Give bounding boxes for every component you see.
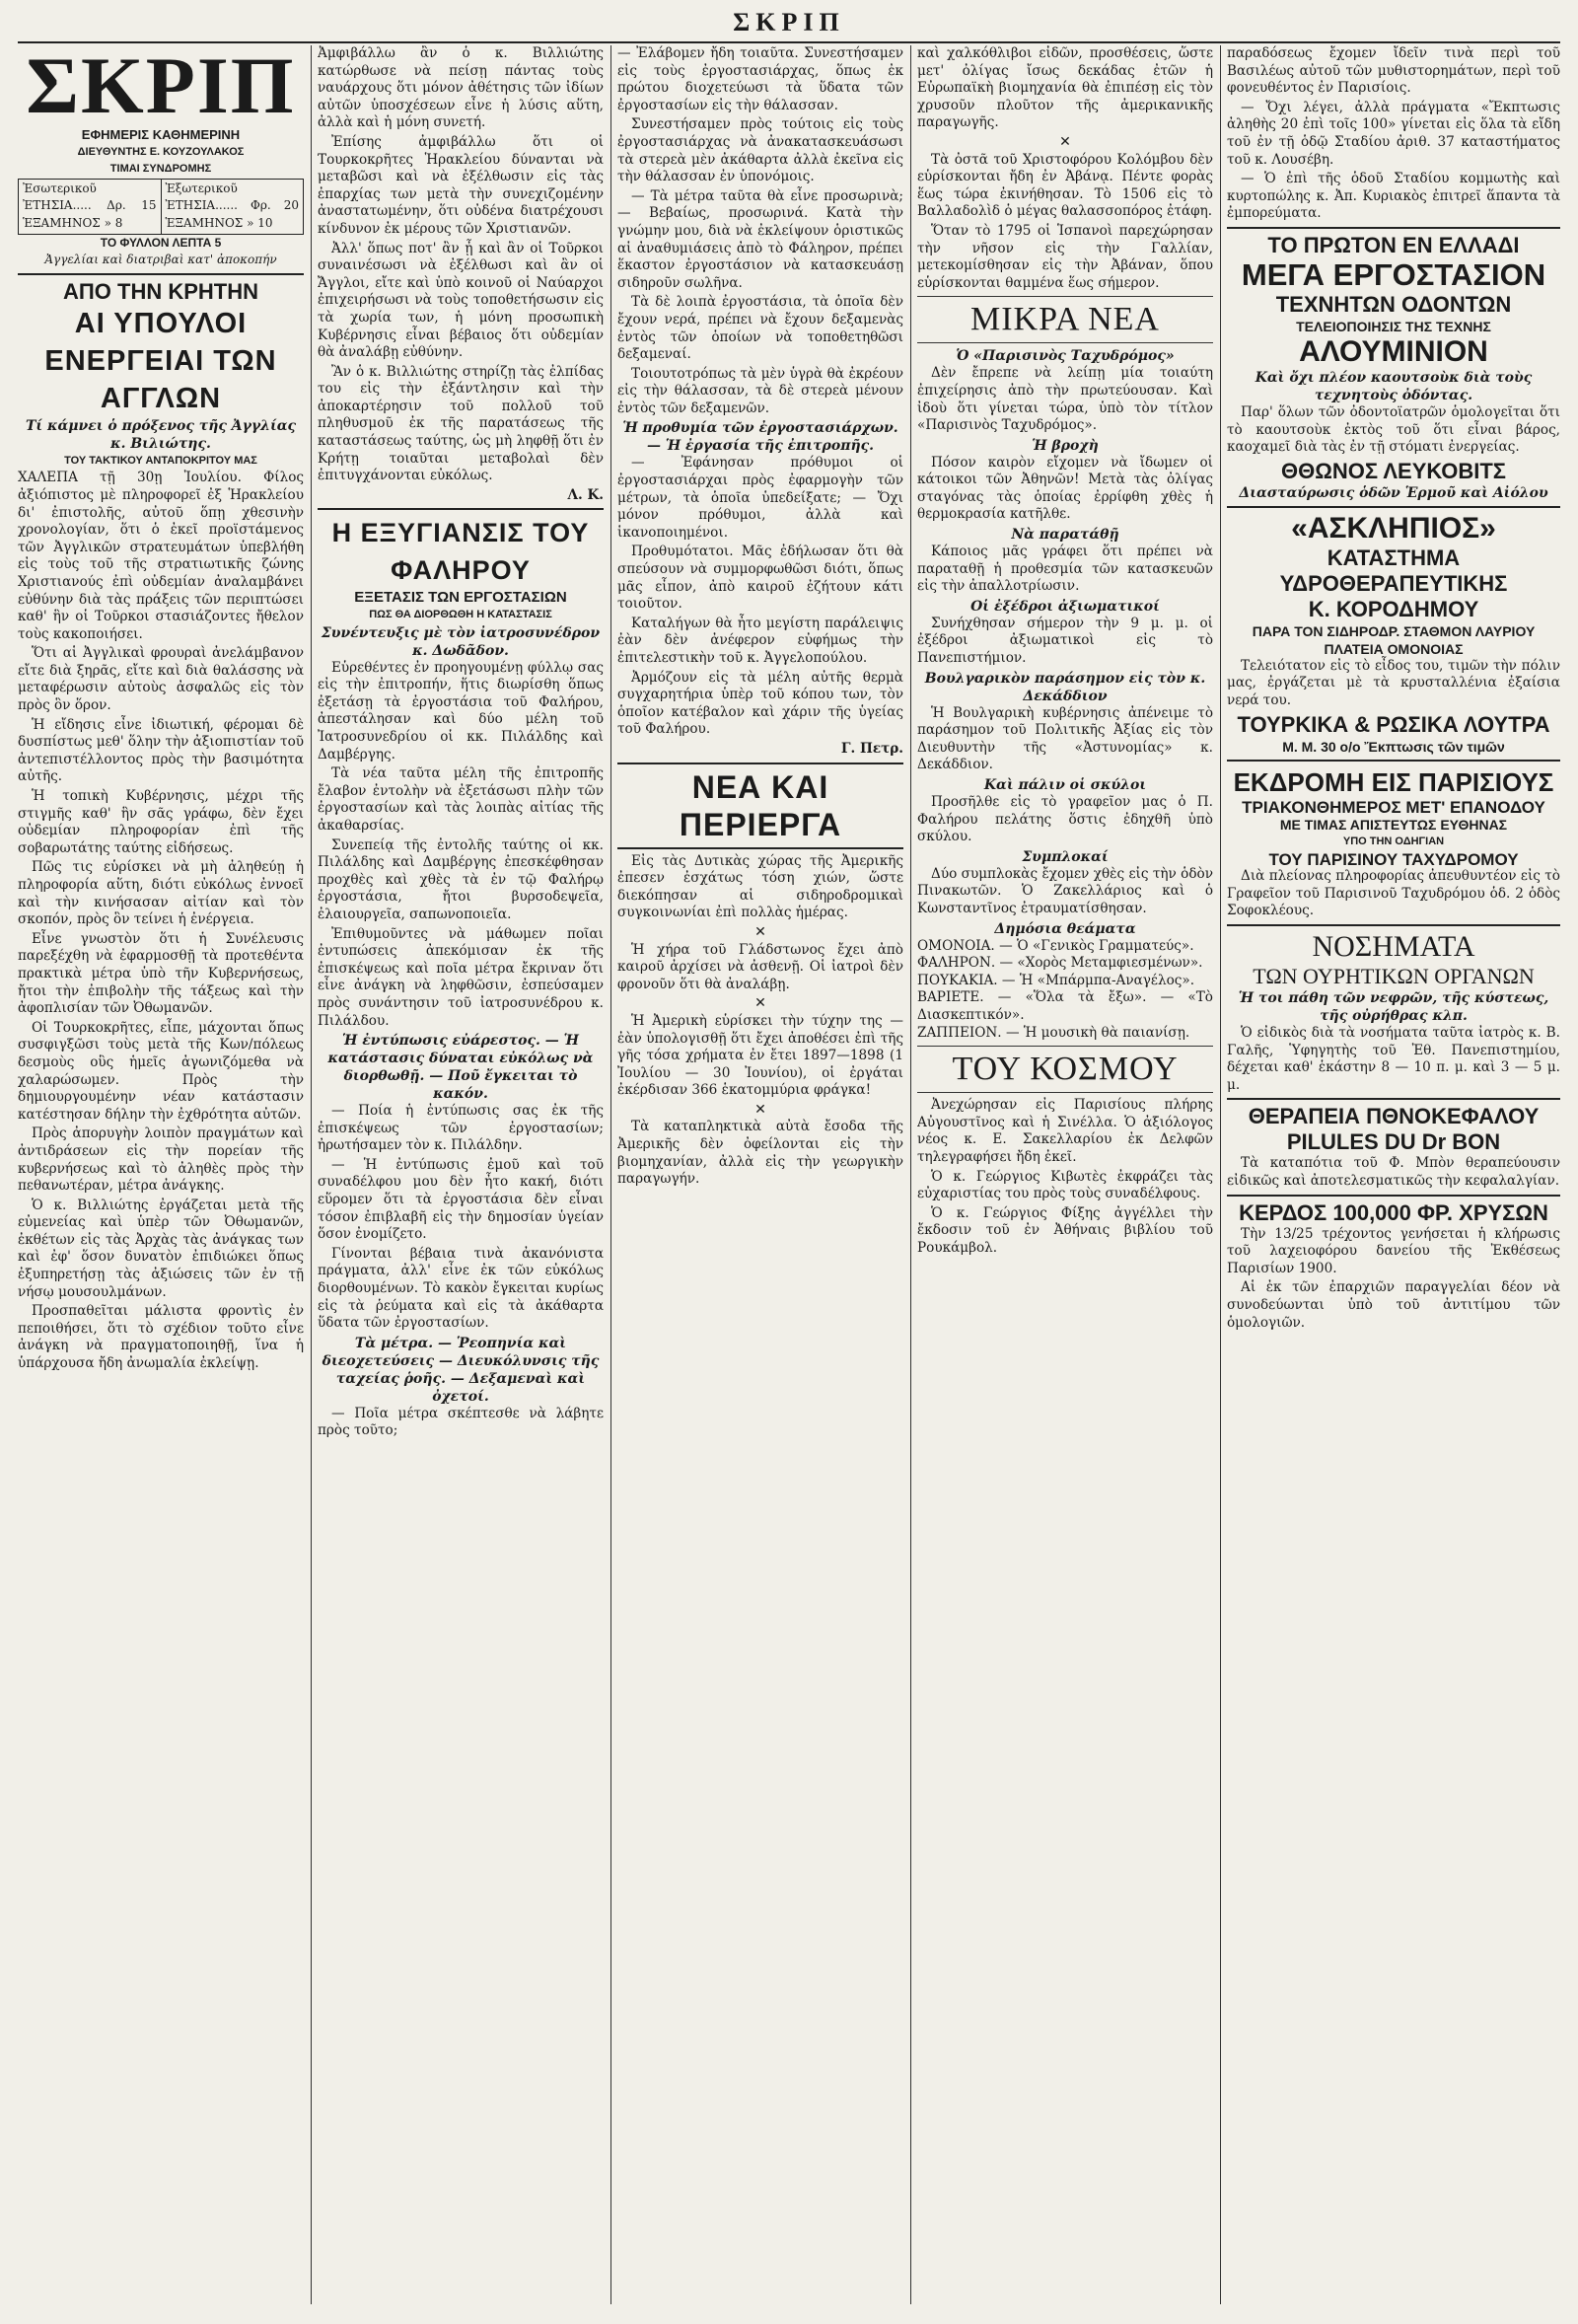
article-paragraph: Συνήχθησαν σήμερον τὴν 9 μ. μ. οἱ ἐξέδροι ἀξιωματικοὶ εἰς τὸ Πανεπιστήμιον. [917, 615, 1213, 667]
article-paragraph: Προσῆλθε εἰς τὸ γραφεῖον μας ὁ Π. Φαλήρου πελάτης ὅστις ἐδηχθῆ ὑπὸ σκύλου. [917, 794, 1213, 845]
ad-address: ΠΛΑΤΕΙΑ ΟΜΟΝΟΙΑΣ [1324, 640, 1464, 657]
news-item-title: Συμπλοκαί [1022, 848, 1109, 865]
article-paragraph: Τὰ καταπληκτικὰ αὐτὰ ἔσοδα τῆς Ἀμερικῆς δὲν ὀφείλονται εἰς τὴν βιομηχανίαν, ἀλλὰ εἰς τὴν γεωργικὴν παραγωγήν. [617, 1119, 903, 1188]
crete-paragraph: Πρὸς ἀπορυγὴν λοιπὸν πραγμάτων καὶ ἀντιδράσεων εἰς τὴν πορείαν τῆς κυβερνήσεως καὶ τὸ ἀληθὲς πρὸς τὴν πεθανωτέραν, μέτρα ἀνάγκης. [18, 1126, 304, 1195]
ad-text: Παρ' ὅλων τῶν ὀδοντοϊατρῶν ὁμολογεῖται ὅτι τὸ καουτσοὺκ ἐκτὸς τοῦ ὅτι εἶναι βάρος, καοχαμεῖ διὰ τὰς ἐν τῇ στόματι ἐνεργείας. [1227, 403, 1560, 456]
news-headline: ΝΕΑ ΚΑΙ ΠΕΡΙΕΡΓΑ [679, 768, 842, 842]
column-3 [617, 45, 903, 2304]
news-item-title: Βουλγαρικὸν παράσημον εἰς τὸν κ. Δεκάδδιον [924, 670, 1206, 704]
article-paragraph: Ὅταν τὸ 1795 οἱ Ἱσπανοὶ παρεχώρησαν τὴν νῆσον εἰς τὴν Γαλλίαν, μετεκομίσθησαν εἰς τὴν Ἀβάναν, ὅπου εὑρίσκονται θαμμένα ἕως σήμερον. [917, 222, 1213, 291]
lottery-ad [1227, 1200, 1560, 1333]
subscription-outer: Ἐξωτερικοῦ ἘΤΗΣΙΑ...... Φρ. 20 ἙΞΑΜΗΝΟΣ » 10 [161, 180, 304, 234]
ad-advertiser: ΘΘΩΝΟΣ ΛΕΥΚΟΒΙΤΣ [1280, 458, 1506, 483]
news-item-title: Ὁ «Παρισινὸς Ταχυδρόμος» [956, 348, 1175, 365]
subscriptions-title: ΤΙΜΑΙ ΣΥΝΔΡΟΜΗΣ [109, 163, 212, 176]
theatre-item: ΦΑΛΗΡΟΝ. — «Χορὸς Μεταμφιεσμένων». [917, 955, 1203, 972]
article-paragraph: Ἀλλ' ὅπως ποτ' ἂν ᾖ καὶ ἂν οἱ Τοῦρκοι συναινέσωσι νὰ ἐξέλθωσι καὶ ἂν οἱ Ἄγγλοι, εἴτε καὶ ὑπὸ κοινοῦ οἱ Ναύαρχοι ἐπιχειρήσωσι νὰ τοὺς τοποθετήσωσιν εἰς τὰ χωρία των, ἡ μόνη προσωπικὴ Κυβέρνησις εἶναι βέβαιος ὅτι οὐδεμίαν θὰ ἀναλάβῃ εὐθύνην. [318, 240, 604, 361]
crete-paragraph: Ὁ κ. Βιλλιώτης ἐργάζεται μετὰ τῆς εὐμενείας καὶ ὑπὲρ τῶν Ὀθωμανῶν, ἐκθέτων εἰς τὰς Ἀρχὰς τὰς ἀνάγκας των καὶ ἐφ' ὅσον δυνατὸν ἐπιδιώκει ὅπως ἐξυπηρετήσῃ τὰς ἀξιώσεις τῶν ἐν τῇ νήσῳ μουσουλμάνων. [18, 1197, 304, 1300]
article-paragraph: Τὰ ὀστᾶ τοῦ Χριστοφόρου Κολόμβου δὲν εὑρίσκονται ἤδη ἐν Ἀβάνᾳ. Πέντε φορὰς ἕως τώρα ἐκινήθησαν. Τὸ 1506 εἰς τὸ Βαλλαδολὶδ ὁ μέγας θαλασσοπόρος ἐτάφη. [917, 151, 1213, 220]
faliro-deck: Ἡ ἐντύπωσις εὐάρεστος. — Ἡ κατάστασις δύναται εὐκόλως νὰ διορθωθῇ. — Ποῦ ἔγκειται τὸ κακόν. [327, 1033, 594, 1103]
divider [1227, 760, 1560, 762]
paris-trip-ad [1227, 765, 1560, 921]
masthead-title: ΣΚΡΙΠ [26, 45, 296, 130]
article-paragraph: Ἀνεχώρησαν εἰς Παρισίους πλήρης Αὐγουστῖνος καὶ ἡ Σινέλλα. Ὁ ἀξιόλογος νέος κ. Ε. Σακελλαρίου ἐκ Δελφῶν τηλεγραφήσει ἤδη ἐκεῖ. [917, 1097, 1213, 1165]
ad-text: Τὰ καταπότια τοῦ Φ. Μπὸν θεραπεύουσιν εἰδικῶς καὶ ἀποτελεσματικῶς τὴν κεφαλαλγίαν. [1227, 1155, 1560, 1190]
ad-text: Τελειότατον εἰς τὸ εἶδος του, τιμῶν τὴν πόλιν μας, ἐργάζεται μὲ τὰ κρυσταλλένια ἐξαίσια νερά του. [1227, 657, 1560, 708]
ad-title: «ΑΣΚΛΗΠΙΟΣ» [1291, 511, 1496, 545]
article-paragraph: Δὲν ἔπρεπε νὰ λείπῃ μία τοιαύτη ἐπιχείρησις ἀπὸ τὴν πρωτεύουσαν. Καὶ ἰδοὺ ὅτι γίνεται τώρα, ὑπὸ τὸν τίτλον «Παρισινὸς Ταχυδρόμος». [917, 365, 1213, 434]
ad-address: Διασταύρωσις ὁδῶν Ἑρμοῦ καὶ Αἰόλου [1239, 484, 1548, 501]
article-paragraph: Ἐπίσης ἀμφιβάλλω ὅτι οἱ Τουρκοκρῆτες Ἡρακλείου δύνανται νὰ μεταβῶσι καὶ νὰ ἐξέλθωσιν εἰς τὰς ἐπαρχίας των μετὰ τὴν συνεχιζομένην ἀναστατωμένην, ὅτι οὐδένα διατρέχουσι κίνδυνον ἐκ μέρους τῶν Χριστιανῶν. [318, 133, 604, 237]
ad-kicker: ΤΟ ΠΡΩΤΟΝ ΕΝ ΕΛΛΑΔΙ [1267, 232, 1520, 257]
article-paragraph: Ἐπιθυμοῦντες νὰ μάθωμεν ποῖαι ἐντυπώσεις ἀπεκόμισαν ἐκ τῆς ἐπισκέψεως καὶ ποῖα μέτρα ἔκριναν ὅτι εἶνε ἀνάγκη νὰ ληφθῶσιν, ἐσπεύσαμεν πρὸς συνάντησιν τοῦ ἰατροσυνέδρου κ. Πιλάλδου. [318, 925, 604, 1029]
article-paragraph: — Ἐλάβομεν ἤδη τοιαῦτα. Συνεστήσαμεν εἰς τοὺς ἐργοστασιάρχας, ὅπως ἐκ πρώτου διοχετεύωσι τὰ ὕδατα τῶν ἐργοστασίων εἰς τὴν θάλασσαν. [617, 45, 903, 113]
column-5 [1227, 45, 1560, 2304]
divider [917, 1092, 1213, 1093]
ad-title: ΚΕΡΔΟΣ 100,000 ΦΡ. ΧΡΥΣΩΝ [1239, 1199, 1548, 1225]
news-item-title: Νὰ παρατάθῇ [1011, 527, 1119, 544]
column-rule [311, 45, 312, 2304]
separator-cross: ✕ [754, 995, 766, 1012]
subscriptions-box [18, 179, 304, 235]
divider [1227, 506, 1560, 508]
subscription-inner: Ἐσωτερικοῦ ἘΤΗΣΙΑ..... Δρ. 15 ἙΞΑΜΗΝΟΣ » 8 [23, 181, 157, 230]
news-item-title: Καὶ πάλιν οἱ σκύλοι [983, 777, 1147, 793]
faliro-kicker: ΠΩΣ ΘΑ ΔΙΟΡΘΩΘΗ Η ΚΑΤΑΣΤΑΣΙΣ [369, 609, 552, 621]
crete-headline: ΑΙ ΥΠΟΥΛΟΙ ΕΝΕΡΓΕΙΑΙ ΤΩΝ ΑΓΓΛΩΝ [44, 307, 277, 414]
article-paragraph: Ἡ χήρα τοῦ Γλάδστωνος ἔχει ἀπὸ καιροῦ ἀρχίσει νὰ ἀσθενῇ. Οἱ ἰατροὶ δὲν φρονοῦν ὅτι θὰ ἀναλάβῃ. [617, 941, 903, 992]
theatre-item: ΖΑΠΠΕΙΟΝ. — Ἡ μουσικὴ θὰ παιανίσῃ. [917, 1024, 1190, 1041]
crete-paragraph: ΧΑΛΕΠΑ τῇ 30ῃ Ἰουλίου. Φίλος ἀξιόπιστος μὲ πληροφορεῖ ἐξ Ἡρακλείου δι' ἐπιστολῆς, αὐτοῦ ὅπῃ χθεσινὴν χρονολογίαν, ὅτι ὁ ἐκεῖ προϊστάμενος τῶν Ἀγγλικῶν στρατευμάτων ὑπεβλήθη εἰς τοὺς τοῦ τῆς στρατιωτικῆς ζώνης Χριστιανούς ἐπὶ οὐδεμίαν ἀναλαμβάνει εὐθύνην διὰ τὰς πράξεις τῶν περιπτώσει καθ' ἣν οἱ Τοῦρκοι στασιάζοντες ἤθελον τοὺς κακοποιήσει. [18, 470, 304, 642]
ad-headline: ΕΚΔΡΟΜΗ ΕΙΣ ΠΑΡΙΣΙΟΥΣ [1233, 766, 1554, 797]
ad-text: Ὁ εἰδικὸς διὰ τὰ νοσήματα ταῦτα ἰατρὸς κ. Β. Γαλῆς, Ὑφηγητὴς τοῦ Ἐθ. Πανεπιστημίου, δέχεται καθ' ἑκάστην 8 — 10 π. μ. καὶ 3 — 5 μ. μ. [1227, 1025, 1560, 1093]
divider [1227, 924, 1560, 926]
column-4 [917, 45, 1213, 2304]
crete-paragraph: Ὅτι αἱ Ἀγγλικαὶ φρουραὶ ἀνελάμβανον εἴτε διὰ ξηρᾶς, εἴτε καὶ διὰ θαλάσσης νὰ μεταφέρωσιν αὐτοὺς ἀσφαλῶς εἰς τὸν πρὸς ὃν ὅρον. [18, 645, 304, 714]
article-paragraph: Τὰ νέα ταῦτα μέλη τῆς ἐπιτροπῆς ἔλαβον ἐντολὴν νὰ ἐξετάσωσι πλὴν τῶν ἐργοστασίων καὶ τὰς λοιπὰς αἰτίας τῆς ἀκαθαρσίας. [318, 765, 604, 834]
article-paragraph: Ἀμφιβάλλω ἂν ὁ κ. Βιλλιώτης κατώρθωσε νὰ πείσῃ πάντας τοὺς ναυάρχους ὅτι μόνον ἀθέτησις τῶν ἰδίων αὐτῶν ὑποσχέσεων εἶνε ἡ λύσις αὕτη, ἀλλὰ καὶ ἡ μόνη συνετή. [318, 45, 604, 131]
column-2 [318, 45, 604, 2304]
masthead-subtitle: ΕΦΗΜΕΡΙΣ ΚΑΘΗΜΕΡΙΝΗ [81, 127, 241, 142]
article-paragraph: Κάποιος μᾶς γράφει ὅτι πρέπει νὰ παραταθῇ ἡ προθεσμία τῶν κατασκευῶν εἰς τὴν ἀπαλλοτρίωσιν. [917, 544, 1213, 595]
ad-subheadline: ΤΡΙΑΚΟΝΘΗΜΕΡΟΣ ΜΕΤ' ΕΠΑΝΟΔΟΥ [1242, 797, 1545, 817]
crete-kicker: ΑΠΟ ΤΗΝ ΚΡΗΤΗΝ [63, 278, 258, 304]
section-deck: Ἡ προθυμία τῶν ἐργοστασιάρχων. — Ἡ ἐργασία τῆς ἐπιτροπῆς. [622, 420, 898, 455]
article-paragraph: Συνεπείᾳ τῆς ἐντολῆς ταύτης οἱ κκ. Πιλάλδης καὶ Δαμβέργης ἐπεσκέφθησαν προχθὲς καὶ χθὲς τὰ ἐν τῷ Φαλήρῳ ἐργοστάσια, ἤτοι βυρσοδεψεῖα, ἐλαιουργεῖα, σαπωνοποιεῖα. [318, 836, 604, 922]
dental-ad [1227, 233, 1560, 502]
ad-text: Τὴν 13/25 τρέχοντος γενήσεται ἡ κλήρωσις τοῦ λαχειοφόρου δανείου τῆς Ἐκθέσεως Παρισίων 1900. [1227, 1225, 1560, 1276]
article-paragraph: — Ὁ ἐπὶ τῆς ὁδοῦ Σταδίου κομμωτὴς καὶ κυρτοπώλης κ. Ἀπ. Κυριακὸς ἐπιτρεῖ ἅπαντα τὰ ἐμπορεύματα. [1227, 171, 1560, 222]
crete-deck: Τί κάμνει ὁ πρόξενος τῆς Ἀγγλίας κ. Βιλιώτης. [25, 417, 297, 452]
ad-tagline: Καὶ ὄχι πλέον καουτσοὺκ διὰ τοὺς τεχνητοὺς ὀδόντας. [1255, 369, 1533, 403]
ad-subtitle: PILULES DU Dr BON [1286, 1129, 1501, 1155]
article-paragraph: Ἂν ὁ κ. Βιλλιώτης στηρίζῃ τὰς ἐλπίδας του εἰς τὴν ἐξάντλησιν καὶ τὴν ἀποκαρτέρησιν τοῦ πολλοῦ τοῦ πληθυσμοῦ ἐκ τῆς παρατάσεως τῆς καταστάσεως ταύτης, ὡς μὴ ληφθῇ ὅτι ἐν Κρήτῃ τοιαῦται μεταβολαὶ δὲν ἐπιτυγχάνονται εὐκόλως. [318, 363, 604, 484]
asklipios-ad [1227, 512, 1560, 756]
crete-paragraph: Ἡ εἴδησις εἶνε ἰδιωτική, φέρομαι δὲ δυσπίστως μεθ' ὅλην τὴν ἀξιοπιστίαν τοῦ ἀντεπιστέλλοντος πρὸς τὴν βασιμότητα αὐτῆς. [18, 716, 304, 785]
signature: Γ. Πετρ. [840, 740, 903, 757]
article-paragraph: Πόσον καιρὸν εἴχομεν νὰ ἴδωμεν οἱ κάτοικοι τῶν Ἀθηνῶν! Μετὰ τὰς ὀλίγας σταγόνας τὰς ὁποίας ἐρρίφθη χθὲς ἡ θερμοκρασία κατῆλθε. [917, 454, 1213, 523]
crete-paragraph: Ἡ τοπικὴ Κυβέρνησις, μέχρι τῆς στιγμῆς καθ' ἣν σᾶς γράφω, δὲν ἔχει οὐδεμίαν πληροφορίαν ἐπὶ τῆς σοβαρωτάτης ταύτης εἰδήσεως. [18, 788, 304, 856]
ad-subtitle: ΤΕΛΕΙΟΠΟΙΗΣΙΣ ΤΗΣ ΤΕΧΝΗΣ [1296, 318, 1491, 334]
running-head: ΣΚΡΙΠ [733, 8, 845, 36]
ad-subtitle: ΤΩΝ ΟΥΡΗΤΙΚΩΝ ΟΡΓΑΝΩΝ [1253, 964, 1535, 989]
divider [617, 847, 903, 849]
ad-product: ΑΛΟΥΜΙΝΙΟΝ [1299, 334, 1488, 368]
article-paragraph: Ὁ κ. Γεώργιος Φίξης ἀγγέλλει τὴν ἔκδοσιν τοῦ ἐν Ἀθήναις βιβλίου τοῦ Ρουκάμβολ. [917, 1204, 1213, 1256]
news-item-title: Δημόσια θεάματα [994, 920, 1136, 937]
divider [1227, 1195, 1560, 1197]
ad-subtitle: ΜΕ ΤΙΜΑΣ ΑΠΙΣΤΕΥΤΩΣ ΕΥΘΗΝΑΣ [1279, 817, 1508, 834]
article-paragraph: Τοιουτοτρόπως τὰ μὲν ὑγρὰ θὰ ἐκρέουν εἰς τὴν θάλασσαν, τὰ δὲ στερεὰ μένουν ἐντὸς τῶν δεξαμενῶν. [617, 365, 903, 416]
faliro-deck: Τὰ μέτρα. — Ῥεοπηνία καὶ διεοχετεύσεις — Διευκόλυνσις τῆς ταχείας ῥοῆς. — Δεξαμεναὶ καὶ ὀχετοί. [322, 1335, 600, 1405]
ad-baths: ΤΟΥΡΚΙΚΑ & ΡΩΣΙΚΑ ΛΟΥΤΡΑ [1237, 711, 1550, 737]
article-paragraph: — Ἐφάνησαν πρόθυμοι οἱ ἐργοστασιάρχαι πρὸς ἐφαρμογὴν τῶν μέτρων, τὰ ὁποῖα ὑπεδείξατε; — Ὄχι μόνον πρόθυμοι, ἀλλὰ καὶ ἱκανοποιημένοι. [617, 455, 903, 541]
article-paragraph: Προθυμότατοι. Μᾶς ἐδήλωσαν ὅτι θὰ σπεύσουν νὰ συμμορφωθῶσι διότι, ὅπως μᾶς εἶπον, ἀπὸ καιροῦ ἐζήτουν κάτι τοιοῦτον. [617, 544, 903, 613]
divider [917, 296, 1213, 297]
ads-note: Ἀγγελίαι καὶ διατριβαὶ κατ' ἀποκοπήν [44, 253, 277, 267]
theatre-item: ΒΑΡΙΕΤΕ. — «Ὅλα τὰ ἔξω». — «Τὸ Διασκεπτικόν». [917, 989, 1213, 1023]
crete-paragraph: Προσπαθεῖται μάλιστα φροντὶς ἐν πεποιθήσει, ὅτι τὸ σχέδιον τοῦτο εἶνε ἀνάγκη νὰ πραγματοποιηθῇ, ἵνα ἡ ὑπάρχουσα ἤδη ἀνωμαλία ἐκλείψῃ. [18, 1303, 304, 1372]
article-paragraph: Ἡ Βουλγαρικὴ κυβέρνησις ἀπένειμε τὸ παράσημον τοῦ Πολιτικῆς Ἀξίας εἰς τὸν Διευθυντὴν τῆς «Ἀστυνομίας» κ. Δεκάδδιον. [917, 704, 1213, 773]
divider [917, 1046, 1213, 1047]
article-paragraph: — Ποία ἡ ἐντύπωσις σας ἐκ τῆς ἐπισκέψεως τῶν ἐργοστασίων; ἠρωτήσαμεν τὸν κ. Πιλάλδην. [318, 1103, 604, 1154]
signature: Λ. Κ. [567, 486, 604, 503]
theatre-item: ΟΜΟΝΟΙΑ. — Ὁ «Γενικὸς Γραμματεύς». [917, 937, 1194, 954]
mikra-nea-headline: ΜΙΚΡΑ ΝΕΑ [970, 301, 1160, 338]
article-paragraph: Καταλήγων θὰ ἦτο μεγίστη παράλειψις ἐὰν δὲν ἀνέφερον εὐφήμως τὴν ἐπιτελεστικὴν τοῦ κ. Ἀγγελοπούλου. [617, 615, 903, 666]
article-paragraph: — Ὄχι λέγει, ἀλλὰ πράγματα «Ἔκπτωσις ἀληθὴς 20 ἐπὶ τοῖς 100» γίνεται εἰς ὅλα τὰ εἴδη τοῦ ἐν τῇ ὁδῷ Σταδίου ἀριθ. 37 καταστήματος τοῦ κ. Λουσέβη. [1227, 99, 1560, 168]
news-item-title: Οἱ ἐξέδροι ἀξιωματικοί [970, 598, 1160, 615]
column-1 [18, 45, 304, 2304]
divider [617, 763, 903, 764]
article-paragraph: Ὁ κ. Γεώργιος Κιβωτὲς ἐκφράζει τὰς εὐχαριστίας του πρὸς τοὺς συναδέλφους. [917, 1168, 1213, 1202]
top-rule [18, 41, 1560, 43]
ad-name: Κ. ΚΟΡΟΔΗΜΟΥ [1308, 596, 1479, 621]
article-paragraph: καὶ χαλκόθλιβοι εἰδῶν, προσθέσεις, ὥστε μετ' ὀλίγας ἴσως δεκάδας ἐτῶν ἡ Εὐρωπαϊκὴ βιομηχανία θὰ ἐπιπέσῃ εἰς τὸν χρυσοῦν πλοῦτον τῆς ἀμερικανικῆς παραγωγῆς. [917, 45, 1213, 131]
divider [1227, 1098, 1560, 1100]
ad-discount: Μ. Μ. 30 ο/ο Ἔκπτωσις τῶν τιμῶν [1282, 738, 1505, 755]
separator-cross: ✕ [754, 1101, 766, 1118]
ad-subheadline: ΤΕΧΝΗΤΩΝ ΟΔΟΝΤΩΝ [1275, 291, 1512, 317]
article-paragraph: Ἀρμόζουν εἰς τὰ μέλη αὐτῆς θερμὰ συγχαρητήρια ὑπὲρ τοῦ κόπου των, τὸν ὁποῖον κατέβαλον καὶ χάριν τῆς ὑγείας τοῦ Φαλήρου. [617, 669, 903, 738]
article-paragraph: Δύο συμπλοκὰς ἔχομεν χθὲς εἰς τὴν ὁδὸν Πινακωτῶν. Ὁ Ζακελλάριος καὶ ὁ Κωνσταντῖνος ἐτραυματίσθησαν. [917, 865, 1213, 916]
faliro-deck: Συνέντευξις μὲ τὸν ἰατροσυνέδρον κ. Δωδᾶδον. [321, 624, 601, 659]
separator-cross: ✕ [1059, 133, 1071, 150]
newspaper-page [18, 8, 1560, 2312]
ad-tagline: Ἡ τοι πάθη τῶν νεφρῶν, τῆς κύστεως, τῆς οὐρήθρας κλπ. [1238, 990, 1549, 1025]
separator-cross: ✕ [754, 923, 766, 940]
article-paragraph: Εὑρεθέντες ἐν προηγουμένῃ φύλλῳ σας εἰς τὴν ἐπιτροπήν, ἥτις διωρίσθη ὅπως ἐξετάσῃ τὰ ἐργοστάσια τοῦ Φαλήρου, ἀπεστάλησαν καὶ δύο μέλη τοῦ Ἰατροσυνεδρίου οἱ κκ. Πιλάλδης καὶ Δαμβέργης. [318, 659, 604, 763]
ad-guide: ΥΠΟ ΤΗΝ ΟΔΗΓΙΑΝ [1342, 835, 1445, 848]
headache-ad [1227, 1104, 1560, 1190]
divider [18, 273, 304, 275]
crete-paragraph: Οἱ Τουρκοκρῆτες, εἶπε, μάχονται ὅπως συσφιγξῶσι τοὺς μετὰ τῆς Κων/πόλεως δεσμοὺς οὓς ἡμεῖς ἀγωνιζόμεθα νὰ χαλαρώσωμεν. Πρὸς τὴν δημιουργουμένην νέαν κατάστασιν κατέστησαν δήλην τὴν ἐχθρότητα αὐτῶν. [18, 1019, 304, 1123]
divider [318, 508, 604, 510]
theatre-list [917, 938, 1213, 1043]
crete-byline: ΤΟΥ ΤΑΚΤΙΚΟΥ ΑΝΤΑΠΟΚΡΙΤΟΥ ΜΑΣ [64, 454, 257, 467]
divider [1227, 227, 1560, 229]
column-rule [1220, 45, 1221, 2304]
article-paragraph: Ἡ Ἀμερικὴ εὑρίσκει τὴν τύχην της — ἐὰν ὑπολογισθῇ ὅτι ἔχει ἀποθέσει ἐπὶ τῆς γῆς τόσα χρήματα ἐν ἔτει 1897—1898 (1 Ἰουλίου — 30 Ἰουνίου), οἱ ἐργάται ἐκέρδισαν 366 ἑκατομμύρια φράγκα! [617, 1012, 903, 1099]
theatre-item: ΠΟΥΚΑΚΙΑ. — Ἡ «Μπάρμπα-Αναγέλος». [917, 972, 1195, 988]
article-paragraph: Εἰς τὰς Δυτικὰς χώρας τῆς Ἀμερικῆς ἐπεσεν ἐσχάτως τόση χιών, ὥστε διεκόπησαν αἱ σιδηροδρομικαὶ συγκοινωνίαι ἐπὶ πολλὰς ἡμέρας. [617, 852, 903, 921]
article-paragraph: Τὰ δὲ λοιπὰ ἐργοστάσια, τὰ ὁποῖα δὲν ἔχουν νερά, πρέπει νὰ ἔχουν δεξαμενὰς ἐντὸς τῶν ὁποίων νὰ τοποθετηθῶσι δεξαμεναί. [617, 294, 903, 363]
tou-kosmou-headline: ΤΟΥ ΚΟΣΜΟΥ [952, 1051, 1179, 1088]
ad-text: Αἱ ἐκ τῶν ἐπαρχιῶν παραγγελίαι δέον νὰ συνοδεύωνται ὑπὸ τοῦ ἀντιτίμου τῶν ὁμολογιῶν. [1227, 1279, 1560, 1331]
crete-paragraph: Εἶνε γνωστὸν ὅτι ἡ Συνέλευσις παρεξέχθη νὰ ἐφαρμοσθῇ τὰ προτεθέντα πρακτικὰ μέτρα ὑπὸ τῆν Κυβερνήσεως, ἤτοι τὴν ἐπιβολὴν τῆς τάξεως καὶ τὴν ἀφοπλισίαν τῶν Ὀθωμανῶν. [18, 930, 304, 1017]
news-item-title: Ἡ βροχὴ [1032, 437, 1099, 454]
crete-paragraph: Πῶς τις εὑρίσκει νὰ μὴ ἀληθεύῃ ἡ πληροφορία αὕτη, διότι εὐκόλως ἐννοεῖ καὶ τὴν κινήσασαν αἰτίαν καὶ τὸν σκοπόν, πρὸς ὃν τείνει ἡ ἐνέργεια. [18, 859, 304, 928]
article-paragraph: — Ποῖα μέτρα σκέπτεσθε νὰ λάβητε πρὸς τοῦτο; [318, 1405, 604, 1439]
ad-headline: ΚΑΤΑΣΤΗΜΑ ΥΔΡΟΘΕΡΑΠΕΥΤΙΚΗΣ [1279, 545, 1508, 596]
article-paragraph: — Τὰ μέτρα ταῦτα θὰ εἶνε προσωρινὰ; — Βεβαίως, προσωρινά. Κατὰ τὴν γνώμην μου, διὰ νὰ ἐκλείψουν ὁριστικῶς αἱ ἀναθυμιάσεις ἀπὸ τὸ Φάληρον, πρέπει ἕκαστον ἐργοστάσιον νὰ κατασκευάσῃ σιδηροῦν σωλῆνα. [617, 187, 903, 291]
price: ΤΟ ΦΥΛΛΟΝ ΛΕΠΤΑ 5 [100, 235, 222, 250]
column-rule [610, 45, 611, 2304]
ad-text: Διὰ πλείονας πληροφορίας ἀπευθυντέον εἰς τὸ Γραφεῖον τοῦ Παρισινοῦ Ταχυδρόμου ὁδ. 2 ὁδὸς Σοφοκλέους. [1227, 868, 1560, 919]
article-paragraph: Συνεστήσαμεν πρὸς τούτοις εἰς τοὺς ἐργοστασιάρχας νὰ ἀνακατασκευάσωσι τὰ στερεὰ μὲν ἀκάθαρτα ἀλλὰ ἐκεῖνα εἰς τὴν θάλασσαν ἐν ὑπονόμοις. [617, 116, 903, 185]
article-paragraph: Γίνονται βέβαια τινὰ ἀκανόνιστα πράγματα, ἀλλ' εἶνε ἐκ τῶν εὐκόλως διορθουμένων. Τὸ κακὸν ἔγκειται κυρίως εἰς τὰ ῥεύματα καὶ εἰς τὰ ἀκάθαρτα ὕδατα τῶν ἐργοστασίων. [318, 1245, 604, 1332]
article-paragraph: παραδόσεως ἔχομεν ἴδεῖν τινὰ περὶ τοῦ Βασιλέως αὐτοῦ τῶν μυθιστορημάτων, περὶ τοῦ φονευθέντος ἐν Παρισίοις. [1227, 45, 1560, 97]
faliro-headline: Η ΕΞΥΓΙΑΝΣΙΣ ΤΟΥ ΦΑΛΗΡΟΥ [331, 518, 590, 586]
ad-title: ΘΕΡΑΠΕΙΑ ΠΘΝΟΚΕΦΑΛΟΥ [1248, 1104, 1540, 1129]
masthead-director: ΔΙΕΥΘΥΝΤΗΣ Ε. ΚΟΥΖΟΥΛΑΚΟΣ [77, 145, 245, 158]
ad-headline: ΜΕΓΑ ΕΡΓΟΣΤΑΣΙΟΝ [1241, 256, 1546, 292]
urology-ad [1227, 930, 1560, 1094]
column-rule [910, 45, 911, 2304]
divider [917, 342, 1213, 343]
ad-address: ΠΑΡΑ ΤΟΝ ΣΙΔΗΡΟΔΡ. ΣΤΑΘΜΟΝ ΛΑΥΡΙΟΥ [1252, 622, 1536, 639]
ad-title: ΝΟΣΗΜΑΤΑ [1312, 930, 1475, 964]
article-paragraph: — Ἡ ἐντύπωσις ἐμοῦ καὶ τοῦ συναδέλφου μου δὲν ἦτο κακή, διότι εὕρομεν ὅτι τὰ ἐργοστάσια δὲν εἶναι τόσον ἐπιβλαβῆ εἰς τὴν δημοσίαν ὑγείαν ὅσον ἐνομίζετο. [318, 1156, 604, 1243]
ad-organizer: ΤΟΥ ΠΑΡΙΣΙΝΟΥ ΤΑΧΥΔΡΟΜΟΥ [1268, 849, 1519, 869]
faliro-subheadline: ΕΞΕΤΑΣΙΣ ΤΩΝ ΕΡΓΟΣΤΑΣΙΩΝ [354, 589, 567, 607]
